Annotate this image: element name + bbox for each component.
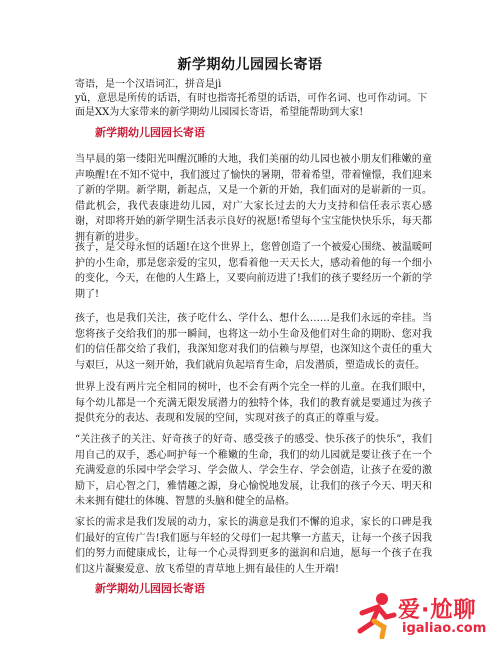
intro-line: 寄语，是一个汉语词汇，拼音是jì <box>75 79 222 90</box>
paragraph: “关注孩子的关注、好奇孩子的好奇、感受孩子的感受、快乐孩子的快乐”，我们用自己的双手，悉心呵护每一个稚嫩的生命，我们的幼儿园就是要让孩子在一个充满爱意的乐园中学会学习、学会做人、学会生存、学会创造，让孩子在爱的激励下，启心智之门，雅情趣之源，身心愉悦地发展，让我们的孩子今天、明天和未来拥有健壮的体魄、智慧的头脑和健全的品格。 <box>75 434 432 508</box>
footer-heading: 新学期幼儿园园长寄语 <box>95 582 205 595</box>
watermark-url: igaliao.com <box>402 621 487 636</box>
intro-line: yǔ，意思是所传的话语，有时也指寄托希望的话语，可作名词、也可作动词。下面是XX为大家带来的新学期幼儿园园长寄语，希望能帮助到大家! <box>75 93 428 118</box>
intro-block <box>75 78 430 120</box>
section-heading: 新学期幼儿园园长寄语 <box>95 126 205 139</box>
paragraph: 当早晨的第一缕阳光叫醒沉睡的大地，我们美丽的幼儿园也被小朋友们稚嫩的童声唤醒!在不知不觉中，我们渡过了愉快的暑期，带着希望，带着憧憬，我们迎来了新的学期。新学期，新起点，又是一个新的开始，我们面对的是崭新的一页。借此机会，我代表康进幼儿园，对广大家长过去的大力支持和信任表示衷心感谢，对即将开始的新学期生活表示良好的祝愿!希望每个宝宝能快快乐乐，每天都拥有新的进步。 <box>75 154 432 243</box>
paragraph: 世界上没有两片完全相同的树叶，也不会有两个完全一样的儿童。在我们眼中，每个幼儿都是一个充满无限发展潜力的独特个体，我们的教育就是要通过为孩子提供充分的表达、表现和发展的空间，实现对孩子的真正的尊重与爱。 <box>75 382 432 425</box>
paragraph: 孩子，是父母永恒的话题!在这个世界上，您曾创造了一个被爱心围绕、被温暖呵护的小生命，那是您亲爱的宝贝，您看着他一天天长大，感动着他的每一个细小的变化，今天，在他的人生路上，又要向前迈进了!我们的孩子要经历一个新的学期了! <box>75 242 432 300</box>
paragraph: 孩子，也是我们关注，孩子吃什么、学什么、想什么……是我们永远的牵挂。当您将孩子交给我们的那一瞬间，也将这一幼小生命及他们对生命的期盼、您对我们的信任都交给了我们，我深知您对我们的信赖与厚望，也深知这个责任的重大与艰巨，从这一刻开始，我们就肩负起培育生命，启发潜质，塑造成长的责任。 <box>75 313 432 371</box>
watermark-brand: 爱·尬聊 <box>398 598 477 623</box>
watermark-logo <box>352 591 494 641</box>
document-title: 新学期幼儿园园长寄语 <box>177 57 323 73</box>
runner-icon <box>352 591 398 639</box>
paragraph: 家长的需求是我们发展的动力，家长的满意是我们不懈的追求，家长的口碑是我们最好的宣传广告!我们愿与年轻的父母们一起共擎一方蓝天，让每一个孩子因我们的努力而健康成长，让每一个心灵得到更多的滋润和启迪，愿每一个孩子在我们这片凝聚爱意、放飞希望的青草地上拥有最佳的人生开端! <box>75 517 432 575</box>
